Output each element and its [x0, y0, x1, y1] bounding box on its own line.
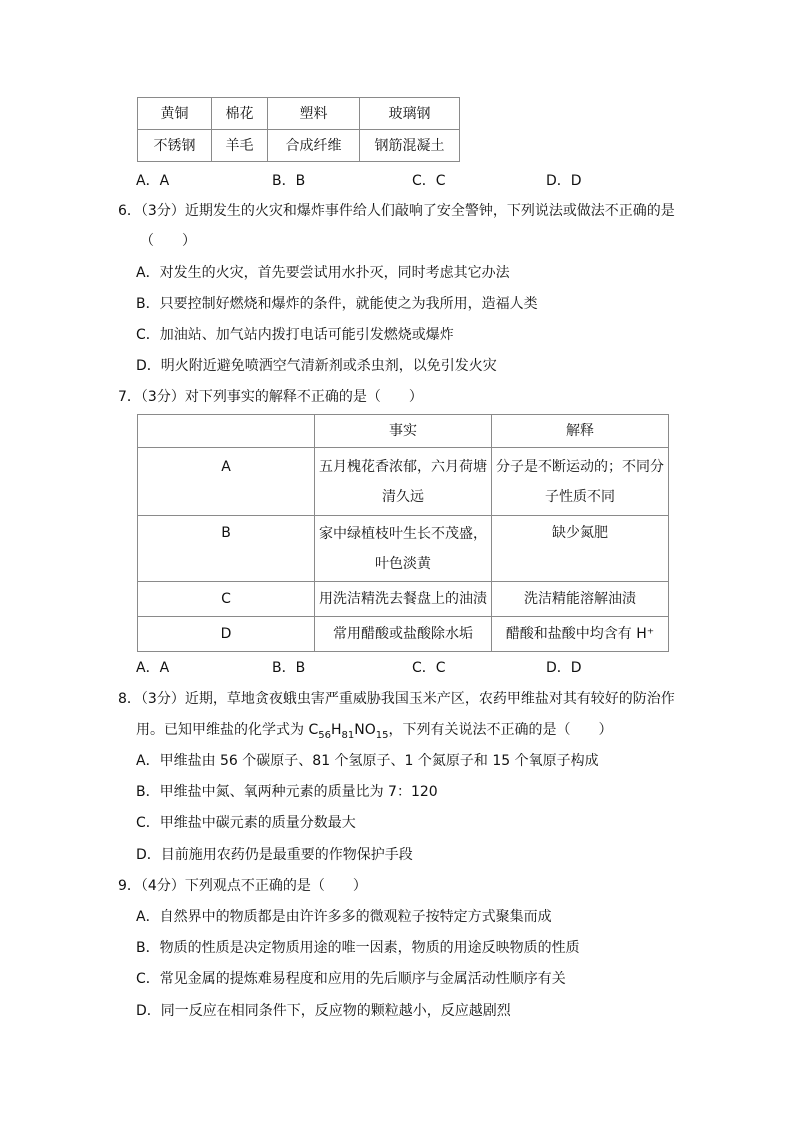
- explain-line: 缺少氮肥: [552, 525, 608, 541]
- formula-h: H: [330, 722, 342, 738]
- q9-stem: 9．（4分）下列观点不正确的是（ ）: [118, 878, 367, 894]
- table-row: [138, 582, 669, 617]
- choice-b[interactable]: B．B: [272, 173, 306, 189]
- row-label: A: [138, 448, 315, 516]
- row-label: B: [138, 516, 315, 582]
- fact-line: 五月槐花香浓郁，六月荷塘: [319, 458, 487, 475]
- formula-post: ，下列有关说法不正确的是（ ）: [388, 722, 613, 738]
- q5-choices: [136, 170, 696, 190]
- fact-line: 家中绿植枝叶生长不茂盛，: [319, 525, 487, 542]
- q9-option-b[interactable]: B．物质的性质是决定物质用途的唯一因素，物质的用途反映物质的性质: [136, 940, 580, 956]
- row-explain: [492, 516, 669, 582]
- choice-a[interactable]: A．A: [136, 173, 170, 189]
- row-label: C: [138, 582, 315, 617]
- table-cell: 棉花: [212, 98, 268, 130]
- q8-formula-line: [136, 720, 612, 746]
- table-row: [138, 448, 669, 516]
- q6-option-b[interactable]: B．只要控制好燃烧和爆炸的条件，就能使之为我所用，造福人类: [136, 296, 538, 312]
- table-header-row: [138, 415, 669, 448]
- table-cell: 合成纤维: [268, 130, 360, 162]
- choice-a[interactable]: A．A: [136, 660, 170, 676]
- formula-sub: 56: [318, 729, 331, 741]
- q7-stem: 7．（3分）对下列事实的解释不正确的是（ ）: [118, 389, 423, 405]
- q9-option-a[interactable]: A．自然界中的物质都是由许许多多的微观粒子按特定方式聚集而成: [136, 909, 552, 925]
- explain-line: 分子是不断运动的；不同分: [496, 458, 664, 475]
- choice-c[interactable]: C．C: [412, 660, 446, 676]
- formula-pre: 用。已知甲维盐的化学式为 C: [136, 722, 319, 738]
- q9-option-d[interactable]: D．同一反应在相同条件下，反应物的颗粒越小，反应越剧烈: [136, 1003, 511, 1019]
- fact-line: 清久远: [382, 488, 424, 505]
- table-header-explain: 解释: [492, 415, 669, 448]
- table-cell: 玻璃钢: [360, 98, 460, 130]
- formula-no: NO: [354, 722, 376, 738]
- q6-option-a[interactable]: A．对发生的火灾，首先要尝试用水扑灭，同时考虑其它办法: [136, 265, 510, 281]
- q5-materials-table: [137, 97, 460, 162]
- q8-option-c[interactable]: C．甲维盐中碳元素的质量分数最大: [136, 815, 356, 831]
- formula-sub: 81: [341, 729, 355, 741]
- row-fact: [315, 516, 492, 582]
- row-explain: 醋酸和盐酸中均含有 H⁺: [492, 617, 669, 652]
- fact-line: 叶色淡黄: [375, 555, 431, 572]
- choice-b[interactable]: B．B: [272, 660, 306, 676]
- q8-stem: 8．（3分）近期，草地贪夜蛾虫害严重威胁我国玉米产区，农药甲维盐对其有较好的防治作: [118, 691, 675, 707]
- q7-choices: [136, 657, 696, 677]
- row-fact: 用洗洁精洗去餐盘上的油渍: [315, 582, 492, 617]
- row-label: D: [138, 617, 315, 652]
- formula-sub: 15: [375, 729, 389, 741]
- q7-facts-table: [137, 414, 669, 652]
- q6-answer-blank: （ ）: [140, 233, 196, 249]
- q8-option-a[interactable]: A．甲维盐由 56 个碳原子、81 个氢原子、1 个氮原子和 15 个氧原子构成: [136, 753, 599, 769]
- table-cell: 钢筋混凝土: [360, 130, 460, 162]
- table-header-fact: 事实: [315, 415, 492, 448]
- table-cell: 塑料: [268, 98, 360, 130]
- choice-d[interactable]: D．D: [546, 660, 582, 676]
- row-explain: [492, 448, 669, 516]
- table-cell: 黄铜: [138, 98, 212, 130]
- q6-stem: 6．（3分）近期发生的火灾和爆炸事件给人们敲响了安全警钟，下列说法或做法不正确的是: [118, 203, 675, 219]
- row-fact: 常用醋酸或盐酸除水垢: [315, 617, 492, 652]
- q8-option-d[interactable]: D．目前施用农药仍是最重要的作物保护手段: [136, 847, 413, 863]
- row-fact: [315, 448, 492, 516]
- q6-option-d[interactable]: D．明火附近避免喷洒空气清新剂或杀虫剂，以免引发火灾: [136, 358, 497, 374]
- table-header-cell: [138, 415, 315, 448]
- table-cell: 不锈钢: [138, 130, 212, 162]
- table-row: [138, 516, 669, 582]
- q8-option-b[interactable]: B．甲维盐中氮、氧两种元素的质量比为 7：120: [136, 784, 438, 800]
- table-row: [138, 130, 460, 162]
- q6-option-c[interactable]: C．加油站、加气站内拨打电话可能引发燃烧或爆炸: [136, 327, 454, 343]
- explain-line: 子性质不同: [545, 488, 615, 505]
- q9-option-c[interactable]: C．常见金属的提炼难易程度和应用的先后顺序与金属活动性顺序有关: [136, 971, 566, 987]
- choice-d[interactable]: D．D: [546, 173, 582, 189]
- table-row: [138, 98, 460, 130]
- choice-c[interactable]: C．C: [412, 173, 446, 189]
- row-explain: 洗洁精能溶解油渍: [492, 582, 669, 617]
- table-cell: 羊毛: [212, 130, 268, 162]
- table-row: [138, 617, 669, 652]
